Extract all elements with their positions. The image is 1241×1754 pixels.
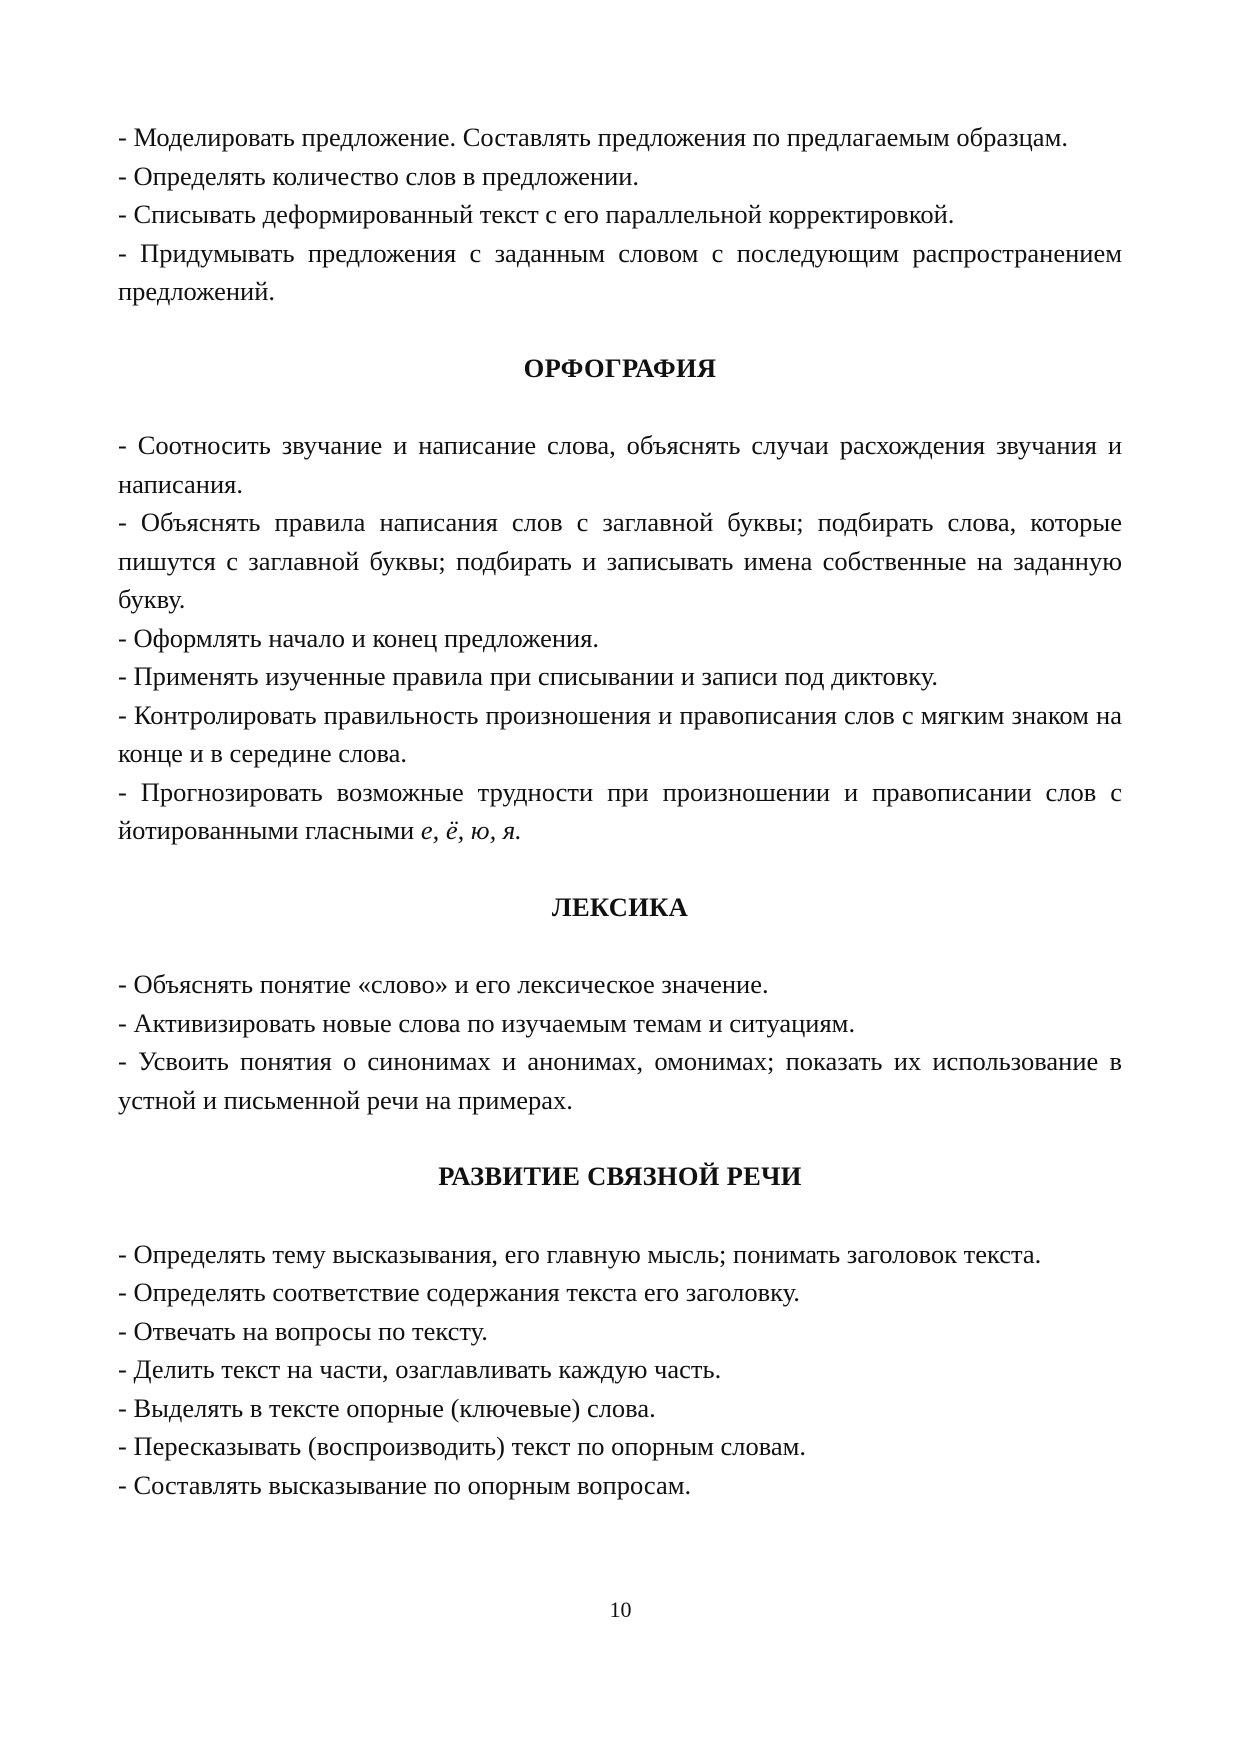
section-title-orthography: ОРФОГРАФИЯ	[523, 352, 717, 383]
intro-item: - Придумывать предложения с заданным словом с последующим распространением предложений.	[118, 237, 1122, 306]
section-title-lexicon: ЛЕКСИКА	[551, 891, 689, 922]
speech-item: - Отвечать на вопросы по тексту.	[118, 1315, 488, 1346]
page-number: 10	[609, 1597, 632, 1622]
intro-item: - Списывать деформированный текст с его параллельной корректировкой.	[118, 199, 955, 229]
lexicon-item: - Усвоить понятия о синонимах и анонимах, омонимах; показать их использование в устной и письменной речи на примерах.	[118, 1046, 1122, 1115]
speech-item: - Делить текст на части, озаглавливать каждую часть.	[118, 1354, 722, 1384]
speech-item: - Определять соответствие содержания текста его заголовку.	[118, 1277, 800, 1307]
speech-item: - Определять тему высказывания, его главную мысль; понимать заголовок текста.	[118, 1238, 1042, 1269]
intro-item: - Моделировать предложение. Составлять предложения по предлагаемым образцам.	[118, 122, 1068, 152]
orthography-last-text: - Прогнозировать возможные трудности при произношении и правописании слов с йотированными гласными	[118, 776, 1122, 845]
orthography-item: - Применять изученные правила при списывании и записи под диктовку.	[118, 661, 939, 691]
orthography-item: - Контролировать правильность произношения и правописания слов с мягким знаком на конце и в середине слова.	[118, 699, 1122, 768]
orthography-vowels: е, ё, ю, я.	[420, 815, 522, 845]
orthography-item: - Объяснять правила написания слов с заглавной буквы; подбирать слова, которые пишутся с заглавной буквы; подбирать и записывать имена собственные на заданную букву.	[118, 507, 1122, 614]
speech-item: - Составлять высказывание по опорным вопросам.	[118, 1469, 692, 1500]
speech-item: - Пересказывать (воспроизводить) текст по опорным словам.	[118, 1431, 807, 1461]
orthography-item: - Соотносить звучание и написание слова, объяснять случаи расхождения звучания и написания.	[118, 430, 1122, 499]
section-title-speech: РАЗВИТИЕ СВЯЗНОЙ РЕЧИ	[438, 1161, 802, 1191]
lexicon-item: - Активизировать новые слова по изучаемым темам и ситуациям.	[118, 1007, 856, 1038]
orthography-item-last	[118, 773, 1122, 850]
speech-item: - Выделять в тексте опорные (ключевые) слова.	[118, 1392, 656, 1423]
lexicon-item: - Объяснять понятие «слово» и его лексическое значение.	[118, 969, 769, 999]
orthography-item: - Оформлять начало и конец предложения.	[118, 622, 600, 653]
page-content	[118, 118, 1122, 1504]
intro-item: - Определять количество слов в предложении.	[118, 160, 640, 191]
